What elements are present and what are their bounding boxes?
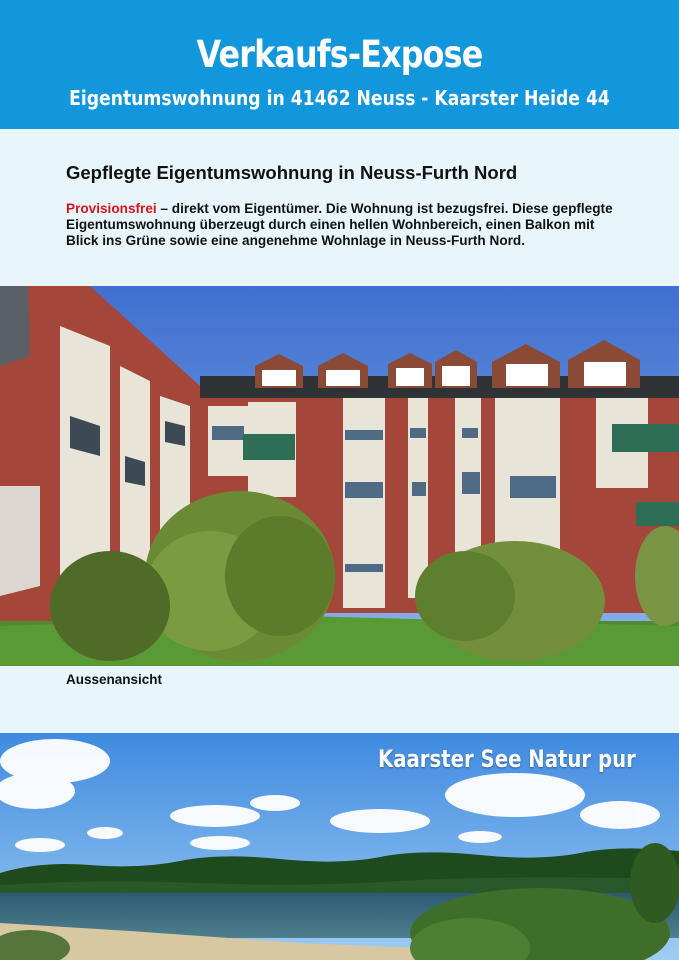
intro-text [66,201,626,249]
exterior-caption: Aussenansicht [66,672,163,687]
page-title: Verkaufs-Expose [196,33,483,76]
page-subtitle: Eigentumswohnung in 41462 Neuss - Kaarster Heide 44 [69,86,610,110]
highlight-label: Provisionsfrei [66,201,157,216]
header-banner [0,0,679,129]
intro-body: – direkt vom Eigentümer. Die Wohnung ist bezugsfrei. Diese gepflegte Eigentumswohnung überzeugt durch einen hellen Wohnbereich, einen Balkon mit Blick ins Grüne sowie eine angenehme Wohnlage in Neuss-Furth Nord. [66,201,613,248]
lake-photo-title: Kaarster See Natur pur [378,745,636,773]
intro-heading: Gepflegte Eigentumswohnung in Neuss-Furth Nord [66,162,518,183]
exterior-photo-image [0,286,679,666]
exterior-photo [0,286,679,666]
